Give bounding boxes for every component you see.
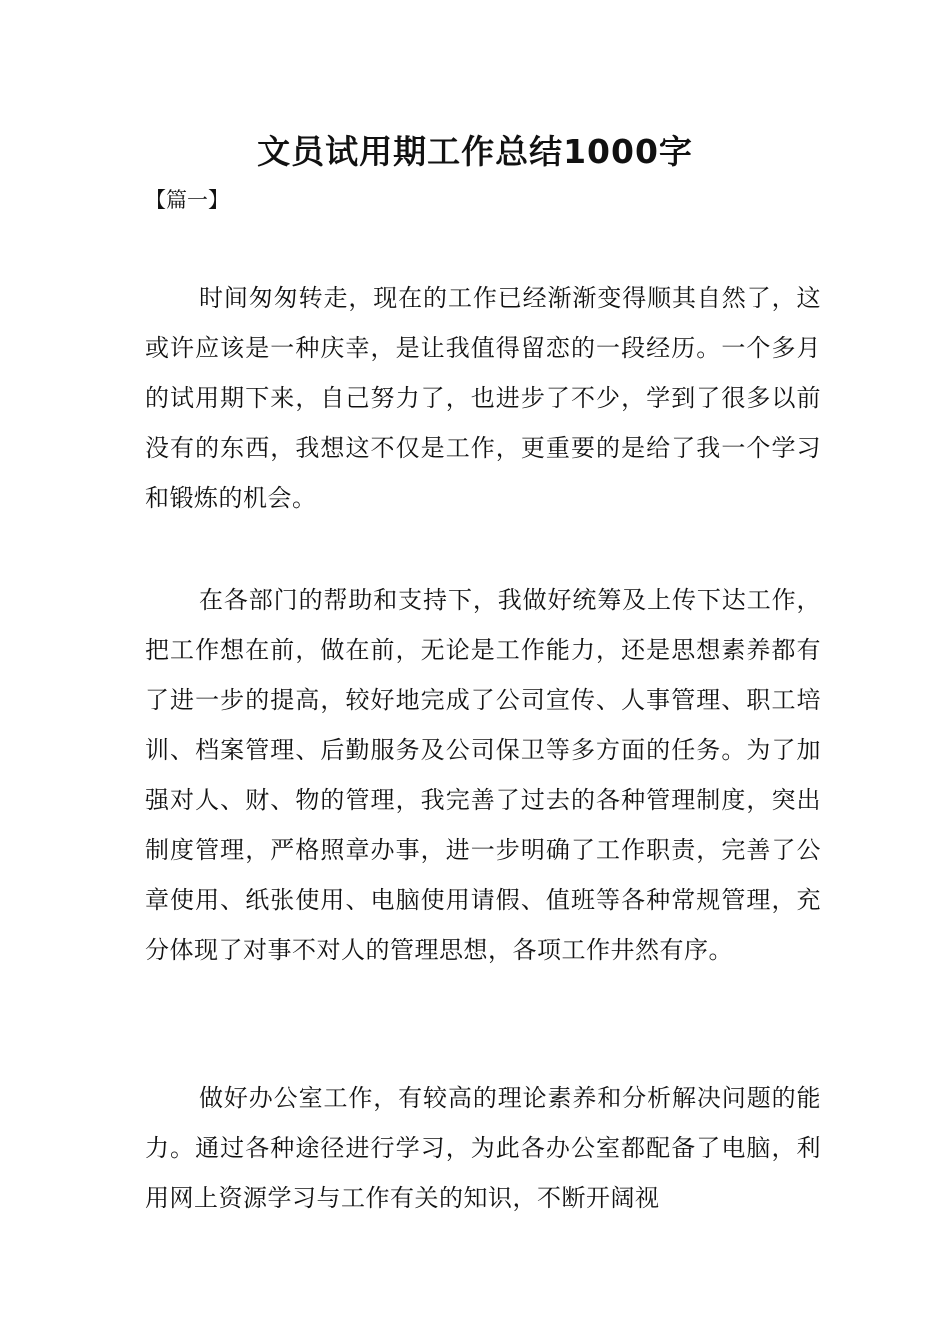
paragraph-2: 在各部门的帮助和支持下，我做好统筹及上传下达工作，把工作想在前，做在前，无论是工作能力，还是思想素养都有了进一步的提高，较好地完成了公司宣传、人事管理、职工培训、档案管理、后勤服务及公司保卫等多方面的任务。为了加强对人、财、物的管理，我完善了过去的各种管理制度，突出制度管理，严格照章办事，进一步明确了工作职责，完善了公章使用、纸张使用、电脑使用请假、值班等各种常规管理，充分体现了对事不对人的管理思想，各项工作井然有序。 <box>145 586 821 964</box>
document-title: 文员试用期工作总结1000字 <box>257 132 693 171</box>
paragraph-1: 时间匆匆转走，现在的工作已经渐渐变得顺其自然了，这或许应该是一种庆幸，是让我值得留恋的一段经历。一个多月的试用期下来，自己努力了，也进步了不少，学到了很多以前没有的东西，我想这不仅是工作，更重要的是给了我一个学习和锻炼的机会。 <box>145 284 821 512</box>
section-tag: 【篇一】 <box>145 188 229 212</box>
paragraph-3: 做好办公室工作，有较高的理论素养和分析解决问题的能力。通过各种途径进行学习，为此各办公室都配备了电脑，利用网上资源学习与工作有关的知识，不断开阔视 <box>145 1084 821 1212</box>
